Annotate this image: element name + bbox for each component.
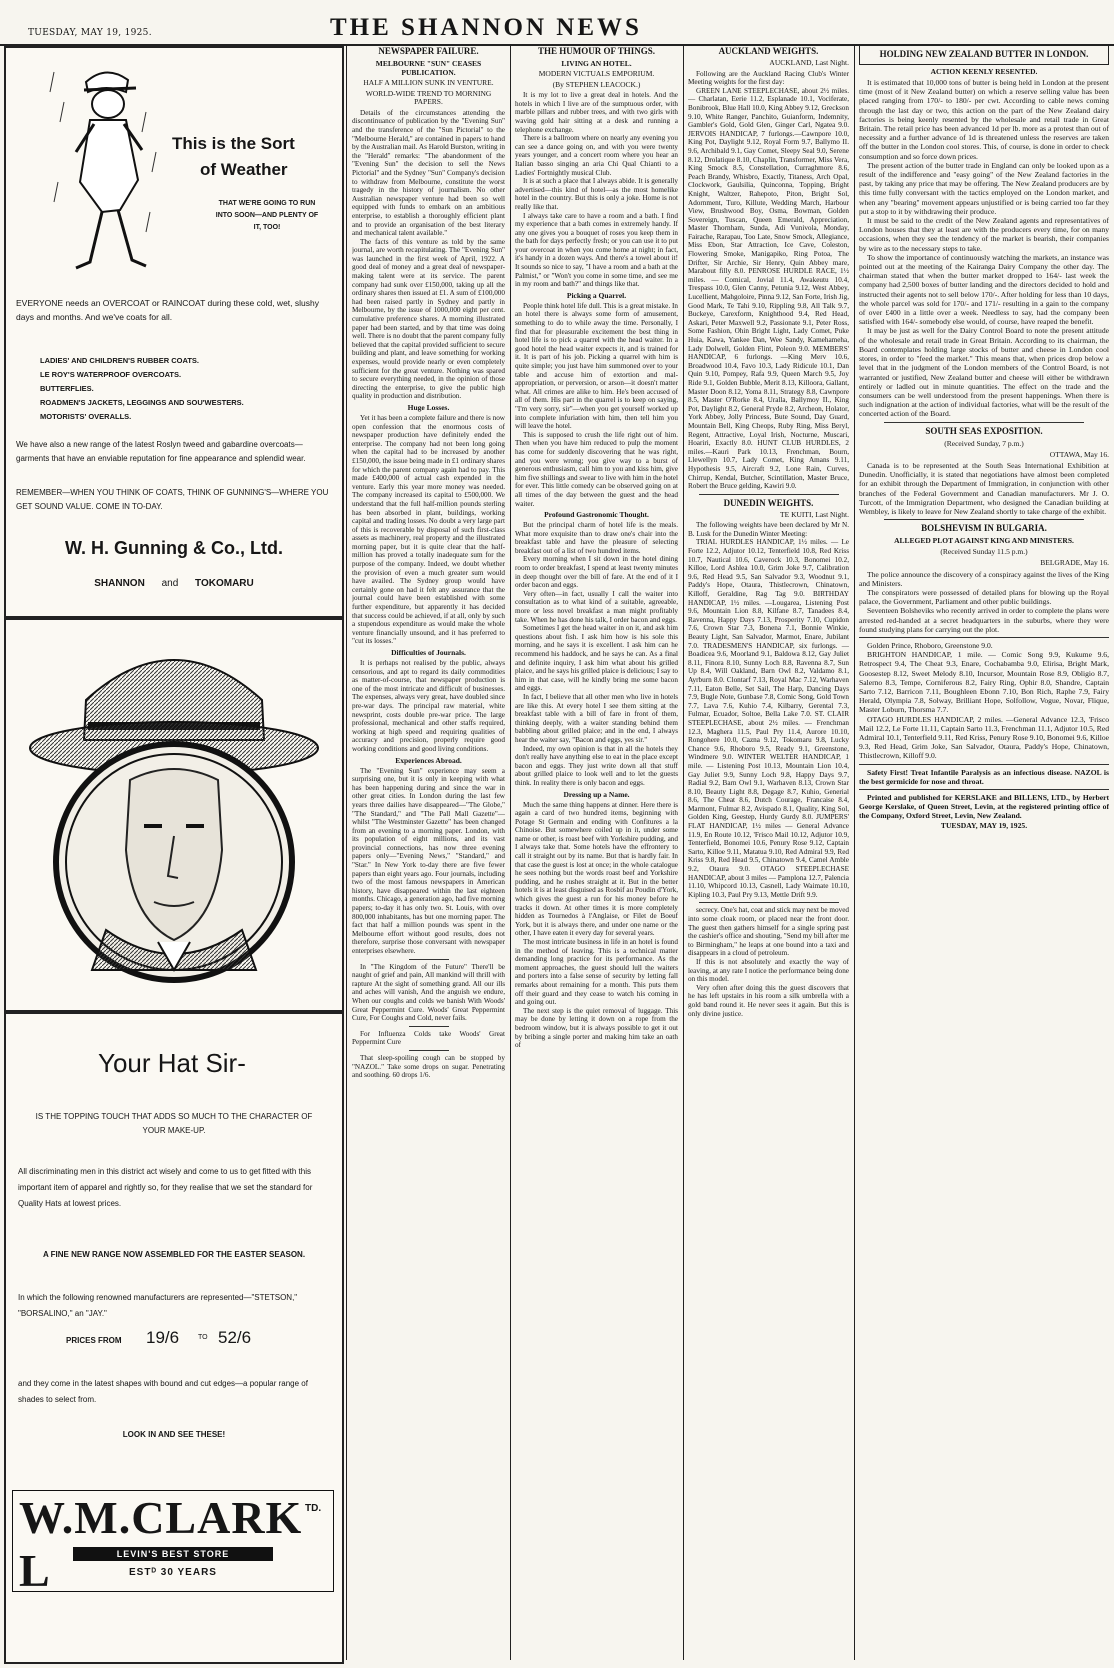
nazol-notice: That sleep-spoiling cough can be stopped by "NAZOL." Take some drops on sugar. Penetrating and soothing. 60 drops 1/6. (352, 1053, 505, 1080)
article-title: THE HUMOUR OF THINGS. (537, 46, 655, 56)
article-received: (Received Sunday, 7 p.m.) (944, 438, 1024, 448)
list-item: BUTTERFLIES. (40, 384, 94, 393)
imprint-date: TUESDAY, MAY 19, 1925. (940, 820, 1028, 830)
weather-headline-1: This is the Sort (172, 134, 295, 153)
hat-headline: Your Hat Sir- (98, 1048, 246, 1078)
list-item: MOTORISTS' OVERALLS. (40, 412, 132, 421)
paragraph: It is estimated that 10,000 tons of butter is being held in London at the present time (most of it New Zealand butter) on which a reserve selling value has been placed ranging from 170/- to 180/- per cwt. According to cable news coming through the last day or two, this action on the part of the New Zealand dairy factories is being keenly resented by the wholesale and retail trade in Great Britain. The retail price has been advanced 1d per lb. more as a protest than out of necessity and a further advance of 1d is threatened unless the reserves are taken off the butter in the London cool stores. This, of course, is done in order to check consumption and so force down prices. (859, 78, 1109, 161)
clark-logo (12, 1490, 334, 1596)
hat-prices-label: PRICES FROM (66, 1336, 122, 1345)
divider (409, 1026, 449, 1027)
paragraph: secrecy. One's hat, coat and stick may next be moved into some cloak room, or placed near the front door. The guest then gathers himself for a single spring past the cashier's office and shouting, "Send my bill after me to Birmingham," he leaps at one bound into a taxi and disappears in a cloud of petroleum. (688, 906, 849, 958)
paragraph: This is supposed to crush the life right out of him. Then when you have him reduced to pulp the moment has come for suddenly discovering that he was right, and you were wrong; you give way to a burst of generous enthusiasm, call him to you and kiss him, give him five shillings and swear to live with him in the hotel for ever. This little comedy can be observed going on at all times of the day between the guest and the head waiter. (515, 430, 678, 508)
weights-list: TRIAL HURDLES HANDICAP, 1½ miles. — Le Forte 12.2, Adjutor 10.12, Tenterfield 10.8, Red Kriss 10.7, Nautical 10.6, Caverock 10.3, Bonomei 10.2, Killoe, Lord Ashlea 10.0, Grim Joke 9.7, Calibration 9.6, Red Head 9.5, San Salvador 9.3, Woodnut 9.1, Paddy's Hope, Otaura, Thistlecrown, Chinatown, Killoff, Geraldine, Rag Tag 9.0. BIRTHDAY HANDICAP, 1½ miles. —Lougarea, Listening Post 9.6, Mountain Lion 8.8, Kilfane 8.7, Tanadees 8.4, Ravenna, Happy Days 7.13, Prosperity 7.10, Cupidon 7.6, Crown Star 7.3, Bonena 7.1, Bonnie Winkie, Beauty Light, San Salvador, Marmot, Enare, Jubilant 7.0. TRADESMEN'S HANDICAP, six furlongs. — Boadicea 9.6, Moorland 9.1, Baldowa 8.12, Gay Juliet 8.11, Finora 8.10, Sunny Loch 8.8, Ravenna 8.7, Sun Up 8.4, Will Oakland, Barn Owl 8.2, Valdamo 8.1, Ayrburn 8.0. Clontarf 7.13, Royal Mac 7.12, Warhaven 7.11, Eaton Belle, Set Sail, The Harp, Dancing Days 7.9, Bugle Note, Gunbase 7.8, Comic Song, Gold Town 7.7, Lava 7.6, Kuhio 7.4, Kilbarry, Gerental 7.3, Fulmar, Ecuador, Soltoe, Bella Lake 7.0. ST. CLAIR STEEPLECHASE, about 2½ miles. — Frenchman 12.3, Maghera 11.5, Paul Pry 11.4, Aurore 10.10, Rongohere 10.0, Cazna 9.12, Tokomaru 9.8, Lucky Chance 9.6, Rhoboro 9.5, Ready 9.1, Greenstone, Windmere 9.0. WINTER WELTER HANDICAP, 1 mile. — Listening Post 10.13, Mountain Lion 10.4, Gay Juliet 9.9, Sunny Loch 9.8, Happy Days 9.7, Radial 9.2, Barn Owl 9.1, Warhaven 8.13, Crown Star 8.10, Beauty Light 8.8, Degage 8.7, Kuhio, Generial 8.6, The Cheat 8.6, Dutch Courage, Francaise 8.4, Marmont, Fulmar 8.2, Avispado 8.1, Quality, King Sol, Golden King, Geestep, Hurdy Gurdy 8.0. JUMPERS' FLAT HANDICAP, 1½ miles — General Advance 11.9, En Route 10.12, 'Frisco Mail 10.12, Adjutor 10.9, Tenterfield, Bonomei 10.6, Penury Rose 9.12, Captain Sarto, Killoe 9.11, Matatua 9.10, Red Admiral 9.9, Red Kriss 9.8, Red Head 9.5, Chinatown 9.4, Camel Amble 9.2, Otaura 9.0. OTAGO STEEPLECHASE HANDICAP, about 3 miles — Pamplona 12.7, Palencia 11.10, Whipcord 10.13, Casnell, Lady Waimate 10.10, Kipling 10.3, Paul Pry 9.13, Mettle Drift 9.9. (688, 538, 849, 899)
paragraph: Yet it has been a complete failure and there is now open confession that the enormous costs of newspaper production have definitely ended the enterprise. The company had not been long going when the capital had to be increased by another £150,000, the issue being made in £1 ordinary shares for which the parent company again had to pay. This made £400,000 of actual cash expended in the venture. Early this year more money was needed. The company increased its capital to £500,000. We understand that the full half-million pounds sterling has been absorbed in plant, buildings, working capital and trading losses. No doubt a very large part of this is recoverable by disposal of such first-class assets as machinery, real property and the illustrated morning paper, but it is quite clear that the half-million has proved a totally inadequate sum for the purpose of the company. Indeed, we doubt whether the provision of even a much greater sum would have availed. The Sydney group would have certainly gone on had it felt any assurance that the journal could have been established with some further expenditure, but apparently it has decided that success could be achieved, if at all, only by such a stupendous expenditure as would make the whole venture financially unsound, and it has preferred to "cut its losses." (352, 413, 505, 646)
man-in-hat-portrait (26, 630, 322, 1000)
paragraph: Golden Prince, Rhoboro, Greenstone 9.0. (867, 640, 993, 650)
divider (859, 789, 1109, 790)
section-heading: Profound Gastronomic Thought. (544, 510, 649, 520)
paragraph: People think hotel life dull. This is a great mistake. In an hotel there is always some form of amusement, something to do to while away the time. Personally, I find that for pleasurable excitement the best thing in hotel life is to pick a quarrel with the head waiter. In a good hotel the head waiter expects it, and is trained for it. It is part of his job. Picking a quarrel with him is quite simple; you just have him summoned over to your table and accuse him of extortion and mal-appropriation, or perversion, or arson—it doesn't matter what. All crimes are alike to him. He's been accused of all of them. His part in the quarrel is to keep on saying, "I'm very sorry, sir"—when you get yourself worked up into complete infuriation with him, then tell him you will leave the hotel. (515, 301, 678, 431)
article-dateline: BELGRADE, May 16. (1040, 558, 1109, 568)
paragraph: Every morning when I sit down in the hotel dining room to order breakfast, I spend at least twenty minutes in deep thought over the bill of fare. At the end of it I order bacon and eggs. (515, 555, 678, 590)
paragraph: The police announce the discovery of a conspiracy against the lives of the King and Ministers. (859, 569, 1109, 588)
article-subhead: WORLD-WIDE TREND TO MORNING PAPERS. (365, 88, 492, 107)
weather-intro: EVERYONE needs an OVERCOAT or RAINCOAT during these cold, wet, slushy days and months. And we've coats for all. (16, 298, 319, 322)
paragraph: The next step is the quiet removal of luggage. This may be done by letting it down on a rope from the bedroom window, but it is always possible to get it out by bribing a single porter and making him take an oath of (515, 1006, 678, 1050)
list-item: LE ROY'S WATERPROOF OVERCOATS. (40, 370, 182, 379)
hat-range-text: A FINE NEW RANGE NOW ASSEMBLED FOR THE EASTER SEASON. (42, 1250, 306, 1259)
article-dateline: TE KUITI, Last Night. (780, 509, 849, 519)
town-and: and (161, 578, 179, 589)
paragraph: Seventeen Bolsheviks who recently arrived in order to complete the plans were arrested red-handed at a secret headquarters in the suburbs, where they were found studying plans for carrying out the plot. (859, 606, 1109, 634)
weather-tag-line: IT, TOO! (253, 224, 281, 231)
article-dateline: AUCKLAND, Last Night. (769, 58, 849, 67)
masthead-title: THE SHANNON NEWS (330, 14, 642, 41)
divider (859, 637, 1109, 638)
article-title: DUNEDIN WEIGHTS. (723, 497, 814, 508)
section-heading: Experiences Abroad. (395, 755, 462, 765)
section-heading: Huge Losses. (407, 402, 450, 412)
weather-tagline (202, 198, 332, 234)
article-title: SOUTH SEAS EXPOSITION. (925, 425, 1043, 436)
weather-range-text: We have also a new range of the latest Roslyn tweed and gabardine overcoats—garments that have an enviable reputation for fine appearance and splendid wear. (16, 440, 306, 463)
hat-makers-text: In which the following renowned manufacturers are represented—"STETSON," "BORSALINO," an "JAY." (18, 1293, 298, 1318)
section-heading: Picking a Quarrel. (566, 290, 627, 300)
clark-store-banner: LEVIN'S BEST STORE (73, 1547, 273, 1561)
weights-list: OTAGO HURDLES HANDICAP, 2 miles. —General Advance 12.3, 'Frisco Mail 12.2, Le Forte 11.11, Captain Sarto 11.3, Frenchman 11.1, Adjutor 10.5, Red Admiral 10.1, Tenterfield 9.11, Red Kriss, Penury Rose 9.10, Bonomei 9.6, Killoe 9.3, Red Head, Grim Joke, San Salvador, Otaura, Paddy's Hope, Chinatown, Thistlecrown, Killoff 9.0. (859, 714, 1109, 761)
weights-list: BRIGHTON HANDICAP, 1 mile. — Comic Song 9.9, Kukume 9.6, Retrospect 9.4, The Cheat 9.3, Enare, Cochabamba 9.0, Elirisa, Bright Mark, Goosestep 8.12, Sweet Melody 8.10, Incursor, Mountain Rose 8.9, Obligio 8.7, Salerno 8.3, Tempe, Corniferous 8.2, Fairy Ring, Ophir 8.0, Shandre, Captain Sarto 7.12, Barricon 7.11, Boughleen Ebonn 7.10, Bon Rich, Raphe 7.9, Fairy Herald, Olympia 7.8, Solway, Brilliant Hope, Solfollow, Vogue, Novar, Flique, Master Loburn, Thorsma 7.7. (859, 650, 1109, 715)
paragraph: It must be said to the credit of the New Zealand agents and representatives of London houses that they at least are with the producers every time, for on many occasions, when they see the tendency of the market is bearish, their companies by wire as to the necessary steps to take. (859, 216, 1109, 253)
list-item: ROADMEN'S JACKETS, LEGGINGS AND SOU'WESTERS. (40, 398, 244, 407)
gunning-coats-advert (4, 46, 344, 618)
divider (884, 519, 1084, 520)
weather-tag-line: INTO SOON—AND PLENTY OF (215, 212, 319, 219)
weather-headline-2: of Weather (200, 160, 288, 179)
divider (409, 959, 449, 960)
clark-years: ESTᴰ 30 YEARS (129, 1567, 217, 1578)
column-rule (854, 46, 855, 1660)
masthead-date: TUESDAY, MAY 19, 1925. (28, 28, 152, 38)
article-title-box (859, 44, 1109, 65)
woods-flu-notice: For Influenza Colds take Woods' Great Peppermint Cure (352, 1029, 505, 1047)
hat-price-to: TO (198, 1334, 208, 1341)
column-rule (510, 46, 511, 1660)
paragraph: In fact, I believe that all other men who live in hotels are like this. At every hotel I see them sitting at the breakfast table with a bill of fare in front of them, thinking deeply, with a waiter standing behind them babbling about grilled plaice; and in the end, I always hear the waiter say, "Bacon and eggs, yes sir." (515, 692, 678, 744)
clark-logo-name: W.M.CLARK L (19, 1492, 303, 1596)
article-title: HOLDING NEW ZEALAND BUTTER IN LONDON. (879, 49, 1089, 59)
hat-shapes-text: and they come in the latest shapes with bound and cut edges—a popular range of shades to select from. (18, 1379, 308, 1404)
paragraph: If this is not absolutely and exactly the way of leaving, at any rate I notice the performance being done on this model. (688, 957, 849, 984)
weights-list: GREEN LANE STEEPLECHASE, about 2½ miles. — Charlatan, Eerie 11.2, Esplanade 10.1, Vociferate, Bonibrook, Blue Hall 10.0, King Abbey 9.12, Greckson 9.10, White Ranger, Panchito, Guianform, Indemnity, Gambler's Gold, Gold Glen, Ginger Carl, Ngatea 9.0. JERVOIS HANDICAP, 7 furlongs.—Cawnpore 10.0, King Pot, Daylight 9.12, Royal Form 9.7, Ballymo II. 9.6, Archibald 9.1, Gay Comet, Sleepy Seal 9.0, Serene 8.12, Drolatique 8.10, Chaplin, Transformer, Miss Vera, King Smock 8.5, Constellation, Curraghmore 8.6, Peach Brandy, Whisbro, Exactly, Titaness, Arch Opal, Clockwork, Gaulsilia, Quinconna, Topping, Bright Knight, Waltzer, Rahepoto, Piton, Bright Sol, Adornment, Turo, Killute, Wedding March, Harbour View, Brushwood Boy, Osma, Bowman, Golden Sovereign, Tuscan, Queen Emerald, Appreciation, Master Thornham, Sunda, Adi Vunivola, Monday, Fairache, Rarapau, Too Late, Snow Smock, Allegiance, Miss Ebon, Star Attraction, Ice Cave, Coleston, Flowering Smoke, Manigapiko, Ring Potoa, The Drifter, Sir Archie, Sir Henry, Quin Abbey mare, Marabout filly 8.0. PENROSE HURDLE RACE, 1½ miles. — Comical, Jovial 11.4, Awakeutu 10.4, Trespass 10.0, Glen Canny, Petunia 9.12, West Abbey, Lucellient, Mahgoloire, Pinna 9.12, San Forte, Irish Jig, Good Mark, Te Tahi 9.10, Rippling 9.8, All Talk 9.7, Buckeye, Carexform, Knighthood 9.4, Red Head, Askari, Peter Maxwell 9.2, Passionate 9.1, Peter Ross, Some Fashion, Ohin Bright Light, Lady Comet, Puke Huia, Kawa, Yankee Dan, Wee Sandy, Kamehameha, Lady Dolwell, Golden Flint, Poleon 9.0. MEMBERS' HANDICAP, 6 furlongs. —King Merv 10.6, Broadwood 10.4, Favo 10.3, Lady Ridicule 10.1, Dan Quin 9.10, Pompey, Rafa 9.9, Queen March 9.5, Joy Ride 9.1, Golden Bubble, Merit 8.13, Killoora, Gallant, Master Doon 8.12, Yoma 8.11, Strategy 8.8, Cawnpore 8.5, Master O'Rorke 8.4, Uralla, Ballymoy II., King Pot, Daylight 8.2, General Pryde 8.2, Archeon, Holator, York Abbey, Jolly Princess, Bute Sound, Day Guard, Mountain Bell, King Cheops, Ruby Ring, Miss Beryl, Regent, Attractive, Loyal Irish, Nocturne, Muscari, Hoariri, Exactly 8.0. HUNT CLUB HURDLES, 2 miles.—Kauri Park 10.13, Frenchman, Bourn, Llewellyn 10.7, Lady Comet, King Amans 9.11, Hypothesis 9.5, Aircraft 9.2, Lone Rain, Curves, Chirrup, Kendal, Butcher, Scintillation, Master Bruce, Robert the Bruce gelding, Kawiri 9.0. (688, 86, 849, 491)
printer-imprint: Printed and published for KERSLAKE and BILLENS, LTD., by Herbert George Kerslake, of Queen Street, Levin, at the registered printing office of the Company, Oxford Street, Levin, New Zealand. (859, 793, 1109, 821)
divider (859, 764, 1109, 765)
paragraph: The facts of this venture as told by the same journal, are worth recapitulating. The "Evening Sun" was launched in the first week of April, 1922. A good deal of money and a great deal of newspaper-making talent were at its service. The parent company had sunk over £150,000, taking up all the ordinary shares then issued at £1. A sum of £100,000 had been raised partly in Sydney and partly in Melbourne, by the issue of 1000,000 eight per cent. cumulative preference shares. A morning illustrated paper had been started, and by that time was doing well. There is no doubt that the parent company fully believed that the capital provided sufficient to secure building and plant, and leave something for working expenses, would provide nearly or even completely sufficient for the great venture. Nothing was spared to secure everything needed, in the opinion of those directing the enterprise, to give the public high quality in production and distribution. (352, 237, 505, 401)
paragraph: It is perhaps not realised by the public, always censorious, and apt to regard its daily commodities as matter-of-course, that newspaper production is one of the most intricate and difficult of businesses. The expenses, always very great, have doubled since pre-war days. The principal raw material, white newsprint, costs double pre-war price. The large professional, mechanical and other staffs required, working at high speed and requiring qualities of accuracy and precision, properly require good working conditions and good living conditions. (352, 659, 505, 753)
paragraph: Much the same thing happens at dinner. Here there is again a card of two hundred items, beginning with Potage St Germain and ending with Confitures a la Chinoise. But somewhere coiled up in it, under some name or other, is roast beef with Yorkshire pudding, and I always take that. Some hotels have the effrontery to call it straight out by its name. But that is hardly fair. In that case the guest is lost at once; in the whole catalogue he sees nothing but the words roast beef and Yorkshire pudding, and he rushes straight at it. But in the better hotels it is at least disguised as Rosbif au Poudin d'York, which gives the guest a run for his money before he tracks it down. At other times it is more completely hidden as Tournedos à l'Anglaise, or Filet de Boeuf York, but it is always there, and under one name or the other, I have eaten it every day for several years. (515, 800, 678, 938)
article-newspaper-failure (352, 44, 505, 1660)
gunning-towns (6, 578, 342, 589)
article-title: BOLSHEVISM IN BULGARIA. (921, 523, 1047, 534)
paragraph: The most intricate business in life in an hotel is found in the method of leaving. This is a technical matter demanding long practice for its performance. As the moment approaches, the guest should lull the waiters and porters into a false sense of security by letting fall remarks about remaining for a month. This puts them off their guard and they cease to watch his coming in and going out. (515, 938, 678, 1007)
paragraph: It may be just as well for the Dairy Control Board to note the present attitude of the wholesale and retail trade in Great Britain. According to its chairman, the Board contemplates holding large stocks of butter and cheese in London cool stores, in order to "feed the market." This means that, when prices drop below a level that in the judgment of the London members of the Control Board, is not warranted or justified, New Zealand butter and cheese will either be withdrawn entirely or ladled out in minute quantities. The effect on the trade and the consumers can be well understood from the present happenings. When there is such indignation at the action of individual factories, what will be the result of the concerted action of the Board. (859, 326, 1109, 419)
weather-tag-line: THAT WE'RE GOING TO RUN (218, 200, 316, 207)
article-humour-of-things (515, 44, 678, 1660)
paragraph: It is my lot to live a great deal in hotels. And the hotels in which I live are of the sumptuous order, with marble pillars and rubber trees, and with two girls with waving gold hair sitting at a desk and running a telephone exchange. (515, 91, 678, 134)
article-subhead: LIVING AN HOTEL. (561, 59, 632, 68)
paragraph: The conspirators were possessed of detailed plans for blowing up the Royal palace, the Government, Parliament and other public buildings. (859, 587, 1109, 607)
masthead (0, 14, 1114, 44)
section-heading: Dressing up a Name. (563, 789, 630, 799)
hat-look-text: LOOK IN AND SEE THESE! (122, 1430, 226, 1439)
article-dateline: OTTAWA, May 16. (1049, 449, 1109, 459)
town-name: SHANNON (94, 578, 145, 589)
paragraph: Canada is to be represented at the South Seas International Exhibition at Dunedin. Unofficially, it is stated that negotiations have almost been completed for an exhibit through the Department of Immigration, in conjunction with other branches of the Federal Government and Canadian manufacturers. Mr J. O. Turcott, of the Immigration Department, who designed the Canadian building at Wembley, is likely to leave for New Zealand shortly to take charge of the exhibit. (859, 460, 1109, 516)
article-title: AUCKLAND WEIGHTS. (718, 46, 819, 56)
town-name: TOKOMARU (195, 578, 254, 589)
article-subhead: MODERN VICTUALS EMPORIUM. (538, 69, 655, 78)
hat-tagline: IS THE TOPPING TOUCH THAT ADDS SO MUCH TO THE CHARACTER OF YOUR MAKE-UP. (35, 1112, 313, 1135)
section-heading: Difficulties of Journals. (391, 648, 466, 657)
hat-body-text: All discriminating men in this district act wisely and come to us to get fitted with this important item of apparel and rightly so, for they realise that we set the standard for Quality Hats at lowest prices. (18, 1167, 313, 1208)
weather-remember-text: REMEMBER—WHEN YOU THINK OF COATS, THINK OF GUNNING'S—WHERE YOU GET SOUND VALUE. COME IN TO-DAY. (16, 488, 329, 511)
hat-price-low: 19/6 (146, 1328, 180, 1347)
paragraph: The present action of the butter trade in England can only be looked upon as a result of the indifference and "easy going" of the New Zealand factories in the past, by taking any price that may be offering. The New Zealand producers are by this time fully conversant with the tactics employed on the London market, and when any "bearing" movement appears unjustified or is being carried too far they put a stop to it by withdrawing their produce. (859, 160, 1109, 216)
article-byline: (By STEPHEN LEACOCK.) (552, 79, 641, 89)
divider (699, 494, 839, 495)
article-racing-weights (688, 44, 849, 1660)
paragraph: I always take care to have a room and a bath. I find my experience that a bath comes in extremely handy. If any one gives you a bouquet of roses you keep them in the bath for days perfectly fresh; or you can use it to put your overcoat in when you come home at night; in fact, it's handy in a dozen ways. And there's a towel about it! It sounds so nice to say, "I have a room and a bath at the Palmist," or "Won't you come in some time, and see me in my room and bath?" and things like that. (515, 211, 678, 289)
article-subhead: MELBOURNE "SUN" CEASES PUBLICATION. (375, 59, 482, 77)
paragraph: Indeed, my own opinion is that in all the hotels they don't really have anything else to eat in the place except bacon and eggs. They just write down all that stuff about grilled plaice to look well and to let the guests think. In reality there is only bacon and eggs. (515, 744, 678, 787)
paragraph: But the principal charm of hotel life is the meals. What more exquisite than to draw one's chair into the breakfast table and have the pleasure of selecting breakfast out of a list of two hundred items. (515, 521, 678, 555)
hat-price-high: 52/6 (218, 1328, 252, 1347)
paragraph: To show the importance of continuously watching the markets, an instance was pointed out at the meeting of the Kairanga Dairy Company the other day. The chairman stated that when the butter market dropped to 164/- last week the company had 2,500 boxes of butter landing and the directors decided to hold and instructed their agents not to sell below 170/-. After holding for less than 10 days, the whole parcel was sold for 170/- and 171/- resulting in a gain to the company of over £400 in a little over a week. Needless to say, had the company been satisfied with 164/- somebody else would, of course, have reaped the benefit. (859, 252, 1109, 327)
hat-portrait-advert (4, 618, 344, 1012)
list-item: LADIES' AND CHILDREN'S RUBBER COATS. (40, 356, 199, 365)
paragraph: Sometimes I get the head waiter in on it, and ask him questions about fish. I ask him how is his sole this morning, and he says it is excellent. I ask him can he recommend his haddock, and he says he can. As a final and definite inquiry, I ask him what about his grilled plaice, and he says his grilled plaice is delicious; I say to him in that case, will he kindly bring me some bacon and eggs. (515, 624, 678, 693)
paragraph: Very often—in fact, usually I call the waiter into consultation as to what kind of a suitable, agreeable, more or less novel breakfast a man might profitably take. When he has done his talk, I order bacon and eggs. (515, 589, 678, 624)
paragraph: It is at such a place that I always abide. It is generally advertised—this kind of hotel—as the most homelike hotel in the country. But this is only a joke. Home is not really like that. (515, 177, 678, 211)
divider (409, 1050, 449, 1051)
gunning-firm-name: W. H. Gunning & Co., Ltd. (65, 538, 283, 558)
nazol-safety-notice: Safety First! Treat Infantile Paralysis as an infectious disease. NAZOL is the best germicide for nose and throat. (859, 767, 1109, 786)
article-subhead: HALF A MILLION SUNK IN VENTURE. (363, 78, 494, 87)
divider (699, 902, 839, 903)
paragraph: Very often after doing this the guest discovers that he has left upstairs in his room a silk umbrella with a gold band round it. He never sees it again. But this is only divine justice. (688, 983, 849, 1018)
paragraph: The following weights have been declared by Mr N. B. Lusk for the Dunedin Winter Meeting: (688, 521, 849, 538)
clark-logo-td: TD. (305, 1503, 322, 1514)
column-rule (346, 46, 347, 1660)
paragraph: The "Evening Sun" experience may seem a surprising one, but it is only in keeping with what has been happening during and since the war in other great cities. In London during the last few years three dailies have disappeared—"The Globe," "The Standard," and "The Pall Mall Gazette"—whilst "The Westminster Gazette" has been changed from an evening to a morning paper. London, with its population of eight millions, and its vast provincial connections, has now three evening papers only—"Evening News," "Standard," and "Star." In New York to-day there are five fewer papers than eight years ago. Four journals, including two of the most famous newspapers in American history, have disappeared within the last eighteen months. Chicago, a generation ago, had five morning papers; to-day it has only two. St. Louis, with over 800,000 inhabitants, has but one morning paper. The fact that half a million pounds was spent in the Melbourne effort without good results, does not therefore, surprise those conversant with newspaper enterprises elsewhere. (352, 766, 505, 955)
article-title: NEWSPAPER FAILURE. (378, 46, 479, 56)
paragraph: Following are the Auckland Racing Club's Winter Meeting weights for the first day: (688, 69, 849, 87)
woods-verse: In "The Kingdom of the Future" There'll be naught of grief and pain, All mankind will thrill with rapture At the sight of something grand. All our ills and aches will vanish, And the anguish we endure, When our coughs and colds we banish With Woods' Great Peppermint Cure. Woods' Great Peppermint Cure, For Coughs and Cold, never fails. (352, 962, 505, 1023)
article-subhead: ALLEGED PLOT AGAINST KING AND MINISTERS. (894, 536, 1074, 546)
paragraph: There is a ballroom where on nearly any evening you can see a dance going on, and with you were twenty years younger, and a concert room where you hear an Italian basso singing an aria Chi Qual Chianti to a Ladies' Fortnightly musical Club. (515, 134, 678, 177)
clark-hats-advert (4, 1012, 344, 1664)
article-subhead: ACTION KEENLY RESENTED. (930, 67, 1038, 76)
paragraph: Details of the circumstances attending the discontinuance of publication by the "Evening Sun" and the transference of the "Sun Pictorial" to the "Melbourne Herald," are contained in papers to hand by the Australian mail. As Harold Burston, writing in the "Herald" remarks: "The abandonment of the "Evening Sun" the decision to sell the News Pictorial" and the Sydney "Sun" Company's decision to withdraw from Melbourne, constitute the worst tragedy in the history of journalism. No other Australian newspaper venture had been so well equipped with funds to embark on an ambitious enterprise, to establish a thoroughly efficient plant and to provide an organisation of the best literary and mechanical talent available." (352, 108, 505, 238)
article-received: (Received Sunday 11.5 p.m.) (940, 547, 1028, 557)
article-nz-butter (859, 44, 1109, 1660)
column-rule (683, 46, 684, 1660)
man-in-rain-illustration (46, 62, 166, 282)
weather-item-list (40, 354, 330, 424)
divider (884, 422, 1084, 423)
